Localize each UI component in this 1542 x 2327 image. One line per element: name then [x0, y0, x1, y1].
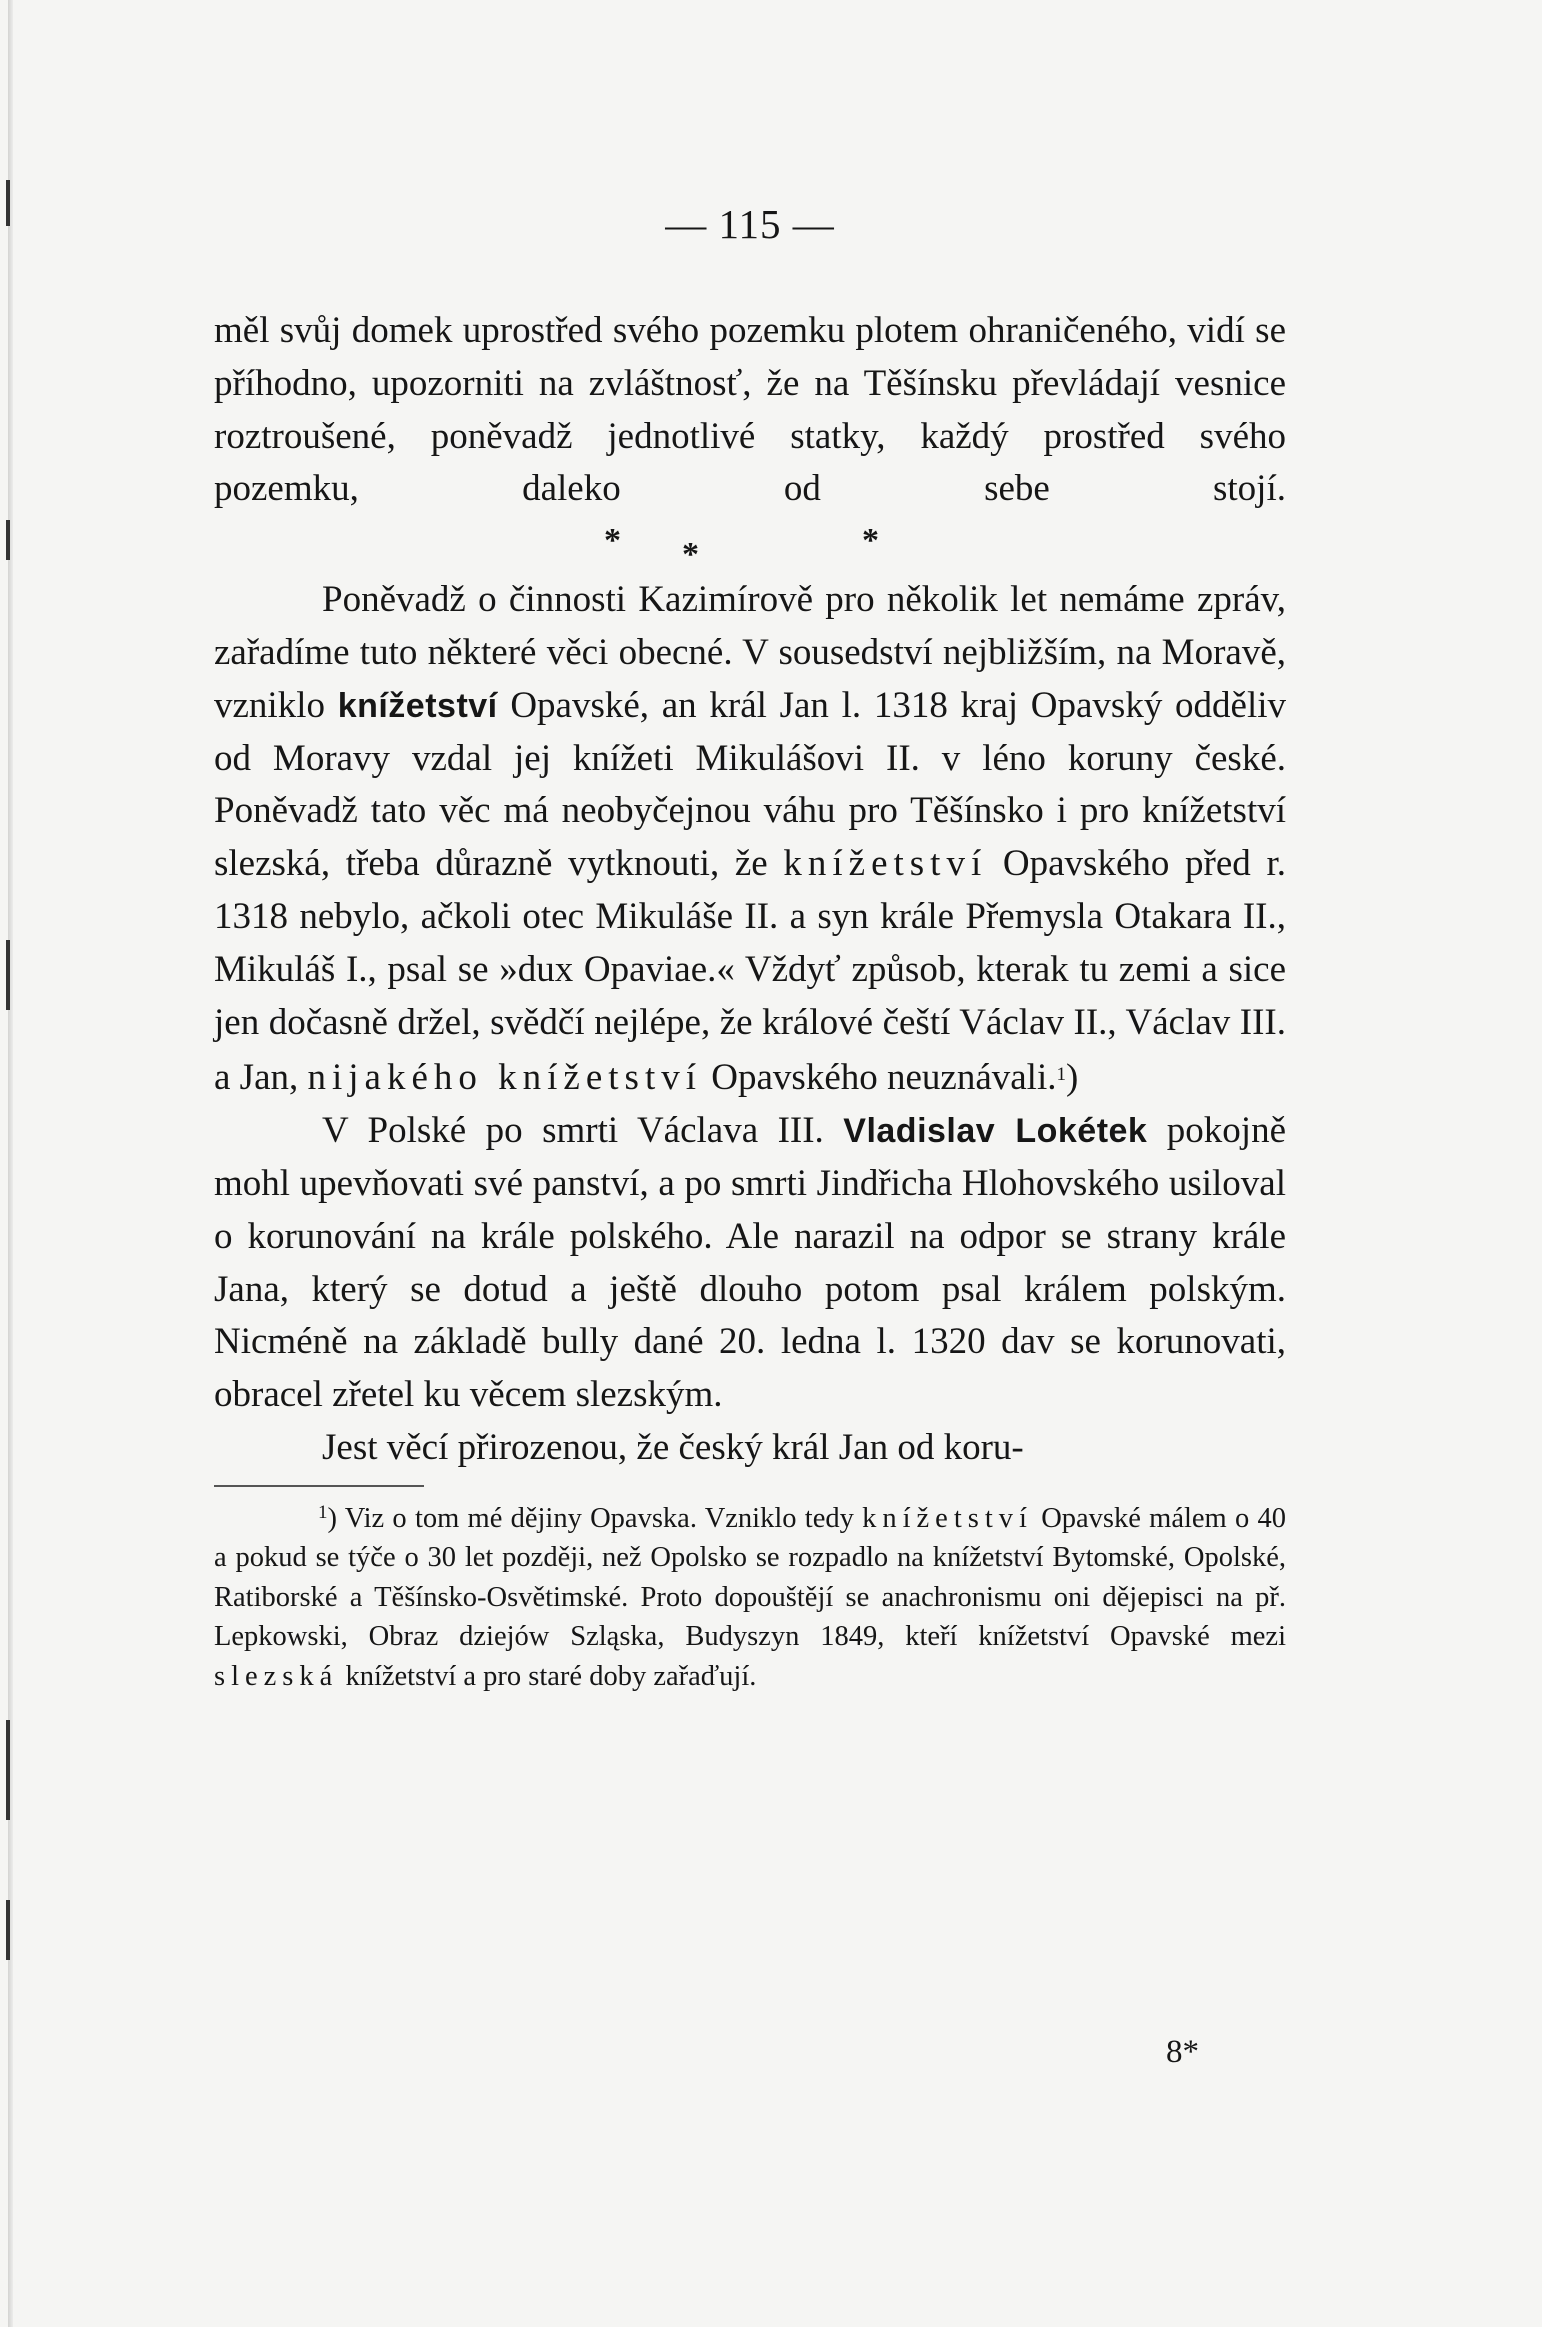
paragraph-3: [214, 1105, 1286, 1422]
section-asterism: [214, 516, 1286, 574]
paragraph-4: Jest věcí přirozenou, že český král Jan od koru-: [322, 1426, 1024, 1468]
edge-mark: [6, 1900, 10, 1960]
footnote-1: [214, 1493, 1286, 1697]
edge-mark: [6, 180, 10, 226]
edge-mark: [6, 940, 10, 1010]
asterisk: *: [682, 536, 699, 574]
main-text: [214, 305, 1286, 1475]
footnote-mark: 1: [318, 1501, 328, 1523]
footnote-reference: 1: [1056, 1064, 1066, 1086]
page-number: — 115 —: [665, 201, 835, 247]
asterisk: *: [862, 522, 879, 560]
emphasis-bold: Vladislav Lokétek: [843, 1112, 1148, 1151]
emphasis-bold: knížetství: [337, 686, 498, 725]
paragraph-2: [214, 574, 1286, 1105]
emphasis-spaced: knížetství: [862, 1502, 1033, 1534]
paragraph-2-text: Poněvadž o činnosti Kazimírově pro několik let nemáme zpráv, zařadíme tuto některé věci obecné. V sousedství nejbližším, na Moravě, vzniklo: [214, 579, 1286, 726]
paragraph-2-text: Opavského před r. 1318 nebylo, ačkoli otec Mikuláše II. a syn krále Přemysla Otakara II., Mikuláš I., psal se »dux Opaviae.« Vždyť způsob, kterak tu zemi a sice jen dočasně držel, svědčí nejlépe, že králové čeští Václav II., Václav III. a Jan,: [214, 843, 1286, 1099]
paragraph-2-text: ): [1066, 1057, 1079, 1099]
emphasis-spaced: slezská: [214, 1660, 339, 1692]
paragraph-2-text: Opavské, an král Jan l. 1318 kraj Opavský odděliv od Moravy vzdal jej knížeti Mikulášovi II. v léno koruny české. Poněvadž tato věc má neobyčejnou váhu pro Těšínsko i pro knížetství slezská, třeba důrazně vytknouti, že: [214, 684, 1286, 885]
emphasis-spaced: knížetství: [783, 843, 988, 885]
text-column: [214, 196, 1286, 1696]
footnote-text: ) Viz o tom mé dějiny Opavska. Vzniklo tedy: [327, 1502, 863, 1534]
paragraph-3-text: V Polské po smrti Václava III.: [322, 1110, 844, 1152]
asterisk: *: [604, 522, 621, 560]
signature-mark: 8*: [1166, 2034, 1199, 2070]
edge-mark: [6, 1720, 10, 1820]
paragraph-1: měl svůj domek uprostřed svého pozemku plotem ohraničeného, vidí se příhodno, upozorniti na zvláštnosť, že na Těšínsku převládají vesnice roztroušené, poněvadž jednotlivé statky, každý prostřed svého pozemku, daleko od sebe stojí.: [214, 310, 1286, 510]
emphasis-spaced: nijakého knížetství: [307, 1057, 703, 1099]
footnotes: [214, 1493, 1286, 1697]
edge-mark: [6, 520, 10, 560]
page-binding-edge: [8, 0, 13, 2327]
paragraph-2-text: Opavského neuznávali.: [702, 1057, 1057, 1099]
footnote-divider: [214, 1485, 424, 1487]
footnote-text: Opavské málem o 40 a pokud se týče o 30 let později, než Opolsko se rozpadlo na knížetství Bytomské, Opolské, Ratiborské a Těšínsko-Osvětimské. Proto dopouštějí se anachronismu oni dějepisci na př. Lepkowski, Obraz dziejów Szląska, Budyszyn 1849, kteří knížetství Opavské mezi: [214, 1502, 1286, 1653]
footnote-text: knížetství a pro staré doby zařaďují.: [338, 1660, 757, 1692]
paragraph-3-text: pokojně mohl upevňovati své panství, a po smrti Jindřicha Hlohovského usiloval o korunování na krále polského. Ale narazil na odpor se strany krále Jana, který se dotud a ještě dlouho potom psal králem polským. Nicméně na základě bully dané 20. ledna l. 1320 dav se korunovati, obracel zřetel ku věcem slezským.: [214, 1110, 1287, 1416]
